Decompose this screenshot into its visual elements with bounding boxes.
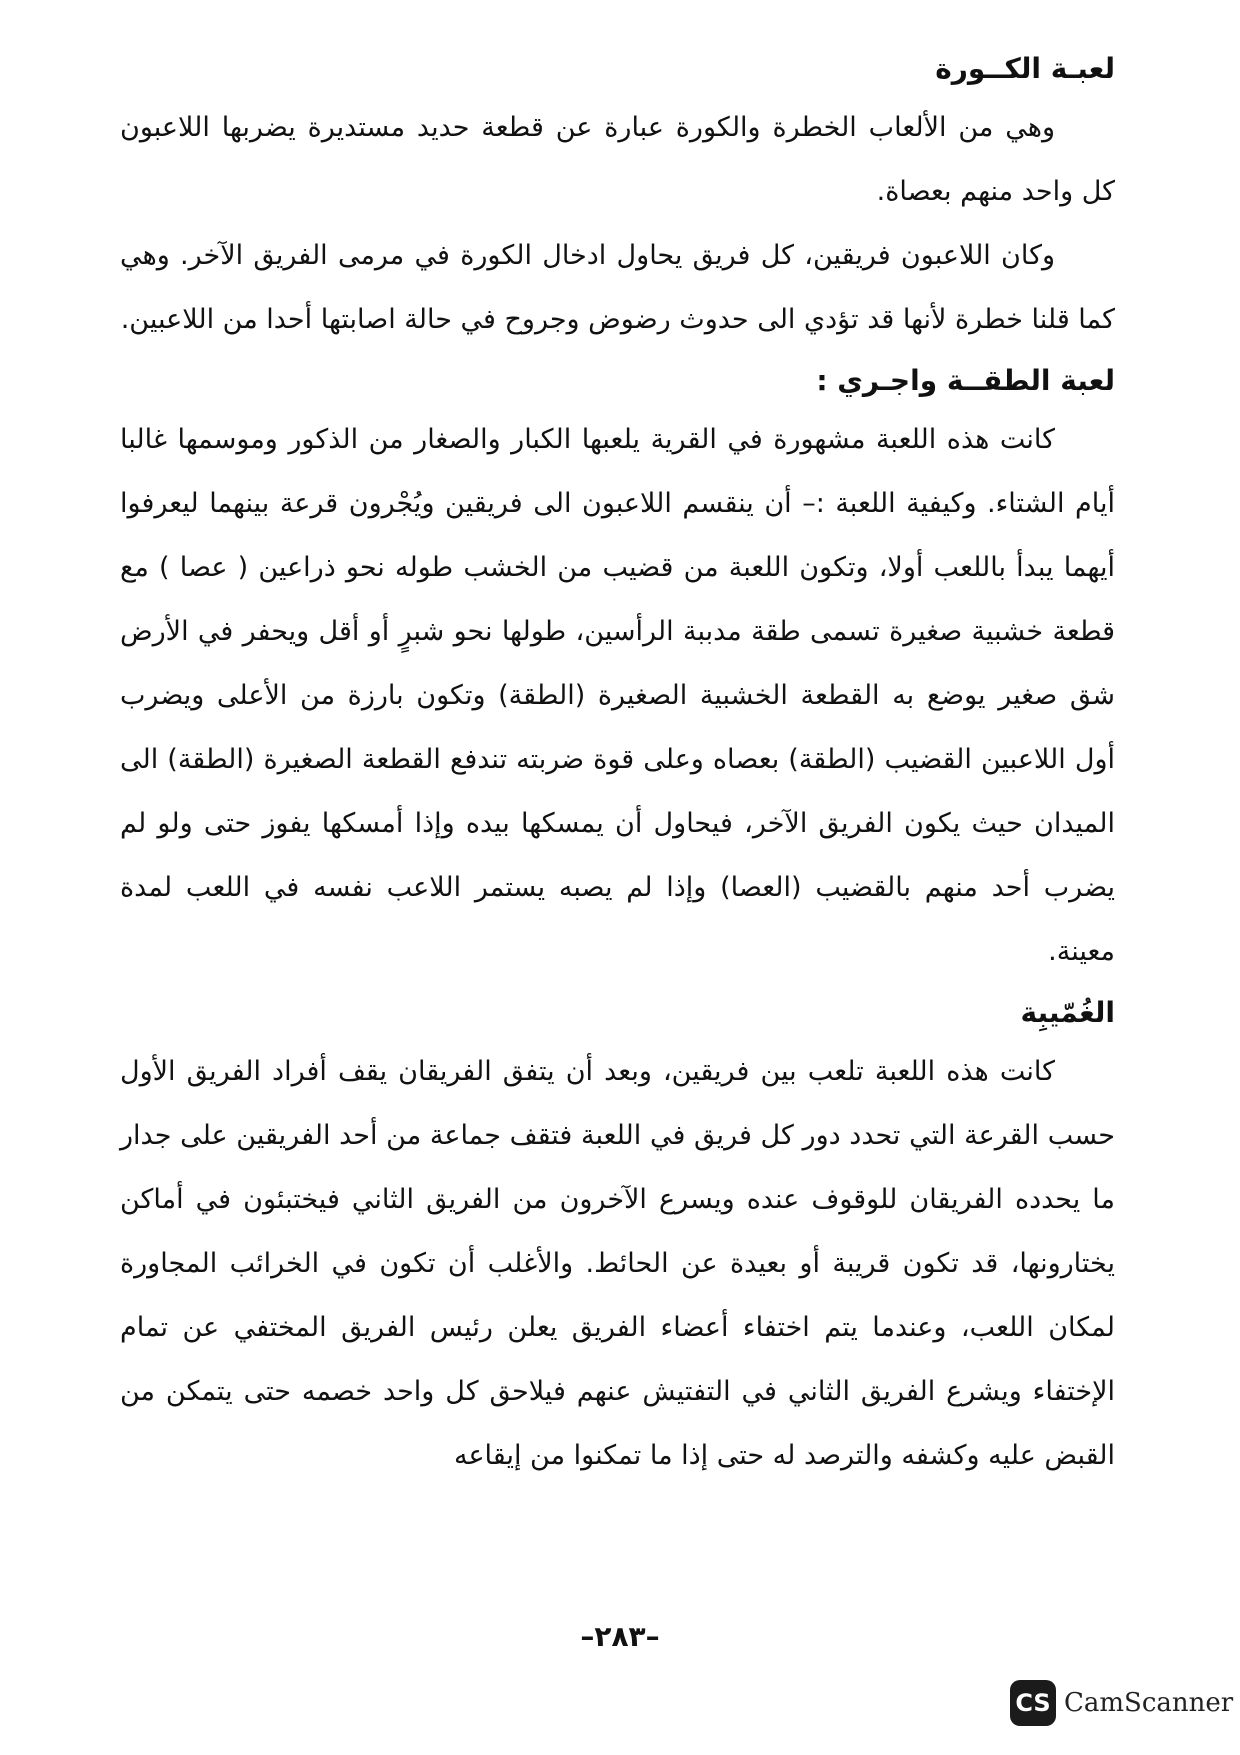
document-page xyxy=(120,40,1115,1488)
section-ghummeiba xyxy=(120,990,1115,1488)
paragraph: كانت هذه اللعبة مشهورة في القرية يلعبها الكبار والصغار من الذكور وموسمها غالبا أيام الشتاء. وكيفية اللعبة :– أن ينقسم اللاعبون الى فريقين ويُجْرون قرعة بينهما ليعرفوا أيهما يبدأ باللعب أولا، وتكون اللعبة من قضيب من الخشب طوله نحو ذراعين ( عصا ) مع قطعة خشبية صغيرة تسمى طقة مدببة الرأسين، طولها نحو شبرٍ أو أقل ويحفر في الأرض شق صغير يوضع به القطعة الخشبية الصغيرة (الطقة) وتكون بارزة من الأعلى ويضرب أول اللاعبين القضيب (الطقة) بعصاه وعلى قوة ضربته تندفع القطعة الصغيرة (الطقة) الى الميدان حيث يكون الفريق الآخر، فيحاول أن يمسكها بيده وإذا أمسكها يفوز حتى ولو لم يضرب أحد منهم بالقضيب (العصا) وإذا لم يصبه يستمر اللاعب نفسه في اللعب لمدة معينة. xyxy=(120,424,1115,967)
paragraph: وهي من الألعاب الخطرة والكورة عبارة عن قطعة حديد مستديرة يضربها اللاعبون كل واحد منهم بعصاة. xyxy=(120,112,1115,207)
section-taqqa xyxy=(120,358,1115,984)
section-kora xyxy=(120,46,1115,352)
paragraph: كانت هذه اللعبة تلعب بين فريقين، وبعد أن يتفق الفريقان يقف أفراد الفريق الأول حسب القرعة التي تحدد دور كل فريق في اللعبة فتقف جماعة من أحد الفريقين على جدار ما يحدده الفريقان للوقوف عنده ويسرع الآخرون من الفريق الثاني فيختبئون في أماكن يختارونها، قد تكون قريبة أو بعيدة عن الحائط. والأغلب أن تكون في الخرائب المجاورة لمكان اللعب، وعندما يتم اختفاء أعضاء الفريق يعلن رئيس الفريق المختفي عن تمام الإختفاء ويشرع الفريق الثاني في التفتيش عنهم فيلاحق كل واحد خصمه حتى يتمكن من القبض عليه وكشفه والترصد له حتى إذا ما تمكنوا من إيقاعه xyxy=(120,1056,1115,1471)
camscanner-watermark xyxy=(1010,1680,1233,1726)
page-number: –٢٨٣– xyxy=(580,1620,660,1653)
section-heading: لعبة الطقــة واجـري : xyxy=(816,364,1115,397)
camscanner-logo-icon: CS xyxy=(1010,1680,1056,1726)
section-heading: لعبـة الكــورة xyxy=(935,52,1115,85)
watermark-label: CamScanner xyxy=(1064,1688,1234,1718)
section-heading: الغُمّيبِة xyxy=(1020,996,1115,1029)
paragraph: وكان اللاعبون فريقين، كل فريق يحاول ادخال الكورة في مرمى الفريق الآخر. وهي كما قلنا خطرة لأنها قد تؤدي الى حدوث رضوض وجروح في حالة اصابتها أحدا من اللاعبين. xyxy=(120,240,1115,335)
